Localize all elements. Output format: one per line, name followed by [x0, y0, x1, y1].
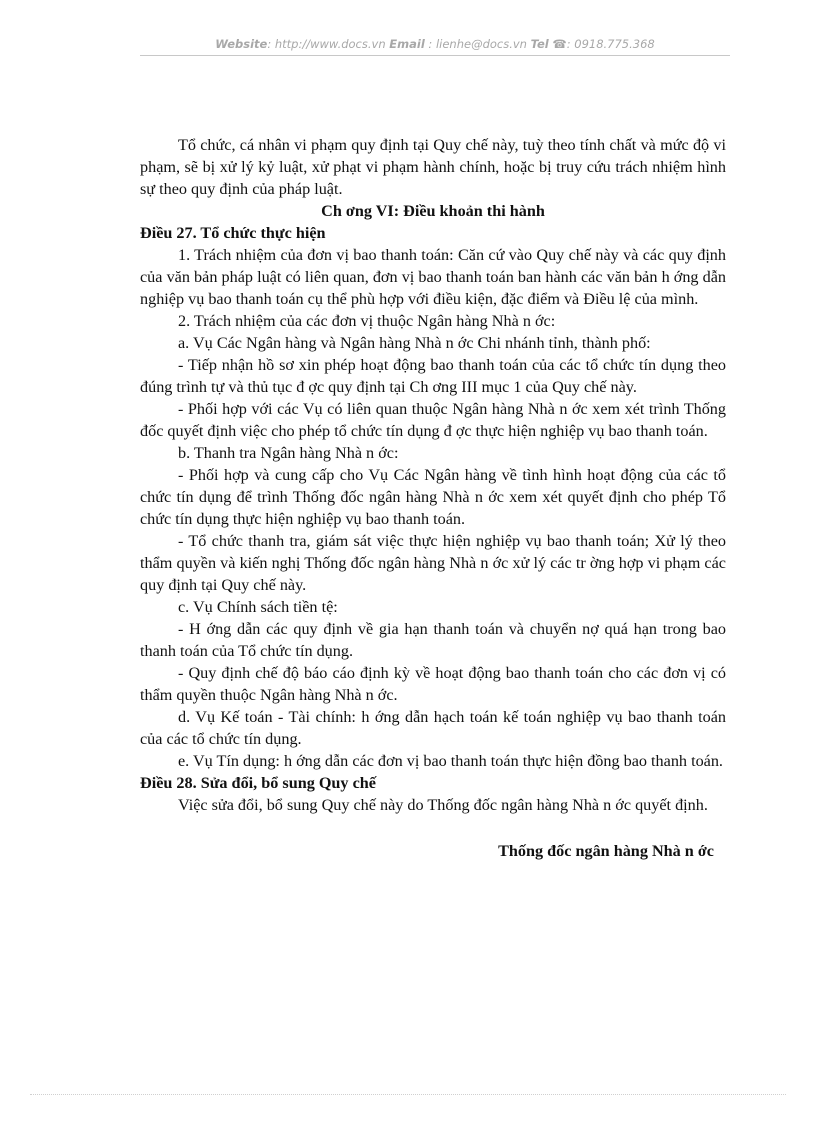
- paragraph: e. Vụ Tín dụng: h ớng dẫn các đơn vị bao thanh toán thực hiện đồng bao thanh toán.: [178, 752, 723, 770]
- paragraph: 2. Trách nhiệm của các đơn vị thuộc Ngân hàng Nhà n ớc:: [178, 312, 556, 330]
- paragraph: a. Vụ Các Ngân hàng và Ngân hàng Nhà n ớc Chi nhánh tỉnh, thành phố:: [178, 334, 651, 352]
- signature: Thống đốc ngân hàng Nhà n ớc: [498, 842, 714, 860]
- chapter-title: Ch ơng VI: Điều khoản thi hành: [321, 202, 545, 220]
- paragraph: - Phối hợp và cung cấp cho Vụ Các Ngân hàng về tình hình hoạt động của các tổ chức tín dụng để trình Thống đốc ngân hàng Nhà n ớc xem xét quyết định cho phép Tổ chức tín dụng thực hiện nghiệp vụ bao thanh toán.: [140, 466, 726, 528]
- document-body: [140, 134, 726, 862]
- header-website-value: : http://www.docs.vn: [267, 37, 386, 51]
- paragraph: c. Vụ Chính sách tiền tệ:: [178, 598, 338, 616]
- page-header: [140, 37, 730, 51]
- header-website-label: Website: [215, 37, 268, 51]
- paragraph: - Phối hợp với các Vụ có liên quan thuộc Ngân hàng Nhà n ớc xem xét trình Thống đốc quyết định việc cho phép tổ chức tín dụng đ ợc thực hiện nghiệp vụ bao thanh toán.: [140, 400, 726, 440]
- article-28-title: Điều 28. Sửa đổi, bổ sung Quy chế: [140, 774, 376, 792]
- paragraph: - Quy định chế độ báo cáo định kỳ về hoạt động bao thanh toán cho các đơn vị có thẩm quyền thuộc Ngân hàng Nhà n ớc.: [140, 664, 726, 704]
- paragraph: - Tiếp nhận hồ sơ xin phép hoạt động bao thanh toán của các tổ chức tín dụng theo đúng trình tự và thủ tục đ ợc quy định tại Ch ơng III mục 1 của Quy chế này.: [140, 356, 726, 396]
- paragraph: - H ớng dẫn các quy định về gia hạn thanh toán và chuyển nợ quá hạn trong bao thanh toán của Tổ chức tín dụng.: [140, 620, 726, 660]
- paragraph: b. Thanh tra Ngân hàng Nhà n ớc:: [178, 444, 399, 462]
- header-divider: [140, 55, 730, 56]
- paragraph: Việc sửa đổi, bổ sung Quy chế này do Thống đốc ngân hàng Nhà n ớc quyết định.: [178, 796, 708, 814]
- header-email-value: : lienhe@docs.vn: [424, 37, 527, 51]
- paragraph: d. Vụ Kế toán - Tài chính: h ớng dẫn hạch toán kế toán nghiệp vụ bao thanh toán của các tổ chức tín dụng.: [140, 708, 726, 748]
- paragraph: 1. Trách nhiệm của đơn vị bao thanh toán: Căn cứ vào Quy chế này và các quy định của văn bản pháp luật có liên quan, đơn vị bao thanh toán ban hành các văn bản h ớng dẫn nghiệp vụ bao thanh toán cụ thể phù hợp với điều kiện, đặc điểm và Điều lệ của mình.: [140, 246, 726, 308]
- paragraph: Tổ chức, cá nhân vi phạm quy định tại Quy chế này, tuỳ theo tính chất và mức độ vi phạm, sẽ bị xử lý kỷ luật, xử phạt vi phạm hành chính, hoặc bị truy cứu trách nhiệm hình sự theo quy định của pháp luật.: [140, 136, 726, 198]
- header-tel-label: Tel: [530, 37, 549, 51]
- phone-icon: ☎: [552, 37, 567, 51]
- header-tel-value: : 0918.775.368: [566, 37, 655, 51]
- article-27-title: Điều 27. Tổ chức thực hiện: [140, 224, 326, 242]
- header-email-label: Email: [389, 37, 425, 51]
- paragraph: - Tổ chức thanh tra, giám sát việc thực hiện nghiệp vụ bao thanh toán; Xử lý theo thẩm quyền và kiến nghị Thống đốc ngân hàng Nhà n ớc xử lý các tr ờng hợp vi phạm các quy định tại Quy chế này.: [140, 532, 726, 594]
- footer-divider: [30, 1094, 786, 1095]
